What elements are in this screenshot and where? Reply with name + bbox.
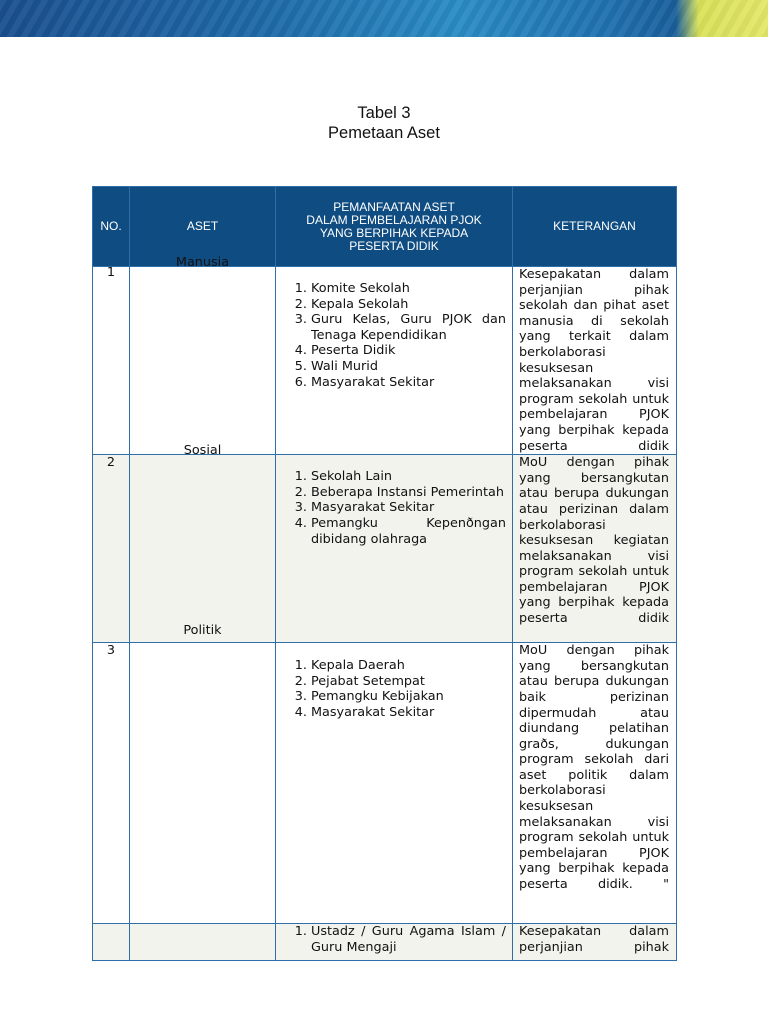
table-caption xyxy=(0,103,768,143)
list-item: 4. Pemangku Kepenðngan dibidang olahraga xyxy=(311,516,506,547)
table-row xyxy=(93,455,677,643)
table-number: Tabel 3 xyxy=(357,104,411,122)
row-number: 1 xyxy=(106,265,116,280)
cell-utilization xyxy=(276,924,513,961)
cell-asset xyxy=(130,255,276,455)
list-item: 3. Masyarakat Sekitar xyxy=(311,500,506,516)
cell-utilization xyxy=(276,643,513,924)
notes-text: MoU dengan pihak yang bersangkutan atau berupa dukungan atau perizinan dalam berkolaborasi kesuksesan kegiatan melaksanakan visi program sekolah untuk pembelajaran PJOK yang berpihak kepada peserta didik xyxy=(519,455,669,627)
utilization-list xyxy=(276,267,512,390)
list-item: 3. Pemangku Kebijakan xyxy=(311,689,506,705)
cell-utilization xyxy=(276,267,513,455)
list-item: 3. Guru Kelas, Guru PJOK dan Tenaga Kependidikan xyxy=(311,312,506,343)
asset-mapping-table xyxy=(92,186,677,961)
list-item: 2. Pejabat Setempat xyxy=(311,674,506,690)
table-title: Pemetaan Aset xyxy=(328,124,440,142)
asset-name: Politik xyxy=(183,623,222,639)
cell-number xyxy=(93,267,130,455)
cell-asset xyxy=(130,623,276,924)
cell-notes xyxy=(513,924,677,961)
cell-notes xyxy=(513,643,677,924)
table-row xyxy=(93,643,677,924)
cell-asset xyxy=(130,924,276,961)
cell-number xyxy=(93,455,130,643)
notes-text: Kesepakatan dalam perjanjian pihak xyxy=(519,924,669,955)
cell-number xyxy=(93,643,130,924)
header-no: NO. xyxy=(93,187,130,267)
cell-notes xyxy=(513,455,677,643)
list-item: 2. Kepala Sekolah xyxy=(311,297,506,313)
utilization-list xyxy=(276,643,512,720)
header-asset: ASET xyxy=(130,187,276,267)
notes-text: MoU dengan pihak yang bersangkutan atau berupa dukungan baik perizinan dipermudah atau diundang pelatihan graðs, dukungan program sekolah dari aset politik dalam berkolaborasi kesuksesan melaksanakan visi program sekolah untuk pembelajaran PJOK yang berpihak kepada peserta didik. " xyxy=(519,643,669,893)
cell-asset xyxy=(130,443,276,643)
cell-utilization xyxy=(276,455,513,643)
cell-number xyxy=(93,924,130,961)
row-number: 3 xyxy=(106,643,116,659)
asset-name: Sosial xyxy=(183,443,222,459)
utilization-list xyxy=(276,924,512,955)
list-item: 2. Beberapa Instansi Pemerintah xyxy=(311,485,506,501)
list-item: 1. Komite Sekolah xyxy=(311,281,506,297)
list-item: 6. Masyarakat Sekitar xyxy=(311,375,506,391)
list-item: 4. Peserta Didik xyxy=(311,343,506,359)
row-number: 2 xyxy=(106,455,116,471)
list-item: 1. Ustadz / Guru Agama Islam / Guru Mengaji xyxy=(311,924,506,955)
header-utilization: PEMANFAATAN ASET DALAM PEMBELAJARAN PJOK YANG BERPIHAK KEPADA PESERTA DIDIK xyxy=(276,187,513,267)
utilization-list xyxy=(276,455,512,547)
table-row xyxy=(93,267,677,455)
list-item: 1. Kepala Daerah xyxy=(311,658,506,674)
cell-notes xyxy=(513,267,677,455)
table-row xyxy=(93,924,677,961)
top-banner xyxy=(0,0,768,37)
asset-name: Manusia xyxy=(175,255,230,270)
notes-text: Kesepakatan dalam perjanjian pihak sekolah dan pihat aset manusia di sekolah yang terkait dalam berkolaborasi kesuksesan melaksanakan visi program sekolah untuk pembelajaran PJOK yang berpihak kepada peserta didik xyxy=(519,267,669,454)
list-item: 1. Sekolah Lain xyxy=(311,469,506,485)
list-item: 5. Wali Murid xyxy=(311,359,506,375)
list-item: 4. Masyarakat Sekitar xyxy=(311,705,506,721)
header-notes: KETERANGAN xyxy=(513,187,677,267)
